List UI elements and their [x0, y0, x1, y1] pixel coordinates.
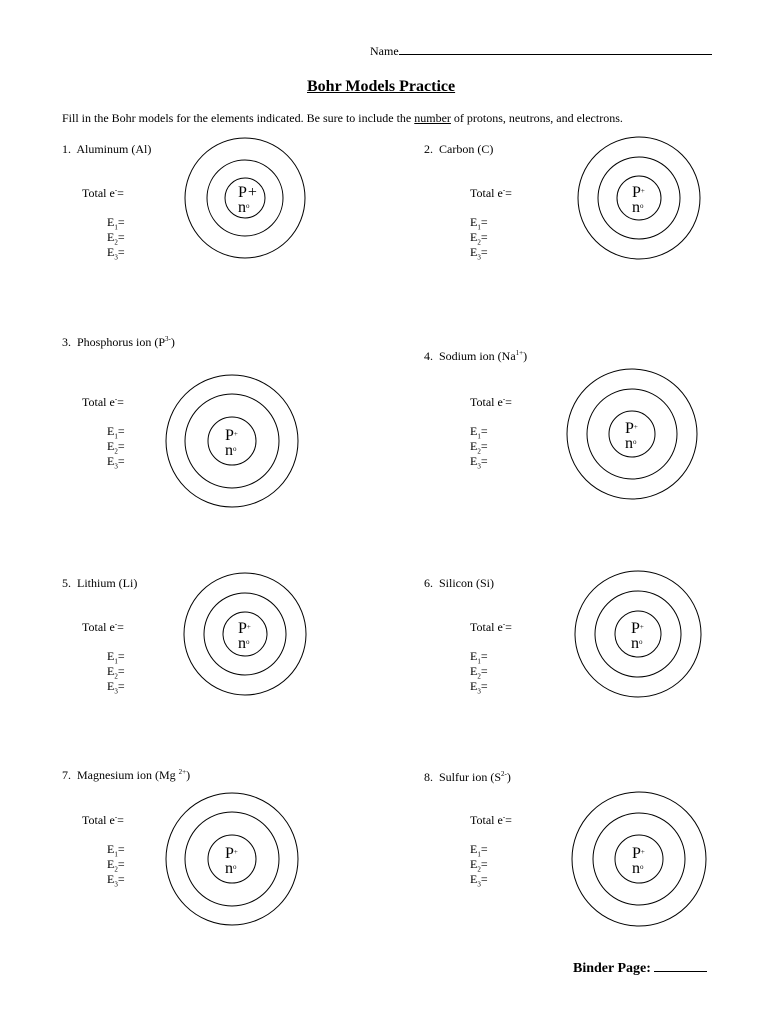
- equals: =: [117, 395, 124, 409]
- energy-level-3[interactable]: [107, 454, 125, 469]
- instructions-text-start: Fill in the Bohr models for the elements indicated. Be sure to include the: [62, 111, 415, 125]
- binder-page-field: [573, 961, 707, 977]
- equals: =: [480, 664, 488, 678]
- problem-title-1: [62, 142, 151, 157]
- energy-level-1[interactable]: [107, 215, 125, 230]
- energy-level-3[interactable]: [107, 872, 125, 887]
- energy-level-2[interactable]: [470, 439, 488, 454]
- energy-levels: [107, 842, 125, 887]
- proton-label: P+: [632, 184, 645, 201]
- energy-level-2[interactable]: [470, 230, 488, 245]
- problem-title-4: [424, 349, 527, 364]
- energy-index: 3: [477, 880, 481, 889]
- name-field: [370, 44, 712, 59]
- energy-levels: [107, 215, 125, 260]
- total-text: Total e: [82, 620, 115, 634]
- energy-index: 2: [477, 865, 481, 874]
- neutron-label: $n^o$: [225, 442, 237, 459]
- energy-letter: E: [470, 215, 478, 229]
- energy-index: 1: [477, 432, 481, 441]
- proton-label: P+: [225, 427, 238, 444]
- energy-index: 3: [477, 687, 481, 696]
- proton-label: P+: [631, 620, 644, 637]
- energy-level-2[interactable]: [107, 439, 125, 454]
- total-electrons-label: [82, 395, 124, 410]
- energy-index: 2: [477, 672, 481, 681]
- bohr-model-1: [183, 136, 307, 260]
- element-name: Silicon (Si): [439, 576, 495, 590]
- energy-level-2[interactable]: [470, 664, 488, 679]
- energy-letter: E: [470, 649, 478, 663]
- ion-charge: 2+: [178, 768, 187, 776]
- energy-index: 1: [114, 850, 118, 859]
- equals: =: [117, 664, 125, 678]
- bohr-model-2: [576, 135, 702, 261]
- proton-label: P+: [632, 845, 645, 862]
- energy-letter: E: [107, 679, 115, 693]
- equals: =: [117, 186, 124, 200]
- energy-index: 3: [114, 253, 118, 262]
- equals: =: [117, 230, 125, 244]
- neutron-label: $n^o$: [225, 860, 237, 877]
- energy-letter: E: [470, 230, 478, 244]
- total-text: Total e: [470, 186, 503, 200]
- equals: =: [480, 245, 488, 259]
- energy-letter: E: [470, 439, 478, 453]
- ion-charge: 2-: [501, 770, 507, 778]
- binder-page-label: Binder Page:: [573, 961, 655, 976]
- energy-letter: E: [107, 664, 115, 678]
- bohr-model-6: [573, 569, 703, 699]
- energy-letter: E: [107, 215, 115, 229]
- element-name-end: ): [186, 768, 191, 782]
- energy-letter: E: [470, 424, 478, 438]
- element-name-end: ): [523, 349, 528, 363]
- element-name: Sodium ion (Na: [439, 349, 516, 363]
- bohr-model-7: [164, 791, 300, 927]
- energy-levels: [107, 649, 125, 694]
- energy-index: 3: [477, 462, 481, 471]
- equals: =: [117, 842, 125, 856]
- energy-letter: E: [107, 649, 115, 663]
- total-text: Total e: [470, 395, 503, 409]
- equals: =: [117, 857, 125, 871]
- proton-label: P+: [238, 620, 251, 637]
- energy-levels: [470, 842, 488, 887]
- equals: =: [117, 439, 125, 453]
- energy-levels: [107, 424, 125, 469]
- neutron-label: $n^o$: [631, 635, 643, 652]
- energy-letter: E: [107, 872, 115, 886]
- electron-sign: -: [502, 813, 506, 821]
- binder-page-blank[interactable]: [654, 961, 707, 972]
- bohr-model-3: [164, 373, 300, 509]
- problem-title-8: [424, 770, 511, 785]
- name-blank[interactable]: [399, 44, 712, 55]
- equals: =: [117, 813, 124, 827]
- energy-levels: [470, 424, 488, 469]
- equals: =: [480, 424, 488, 438]
- ion-charge: 1+: [515, 349, 524, 357]
- element-name: Sulfur ion (S: [439, 770, 502, 784]
- energy-letter: E: [107, 245, 115, 259]
- total-electrons-label: [470, 620, 512, 635]
- equals: =: [117, 679, 125, 693]
- energy-letter: E: [107, 842, 115, 856]
- page-title: Bohr Models Practice: [307, 78, 456, 95]
- energy-letter: E: [107, 857, 115, 871]
- equals: =: [505, 186, 512, 200]
- equals: =: [480, 679, 488, 693]
- equals: =: [117, 215, 125, 229]
- energy-letter: E: [470, 664, 478, 678]
- total-electrons-label: [470, 186, 512, 201]
- energy-index: 2: [477, 447, 481, 456]
- equals: =: [117, 620, 124, 634]
- energy-letter: E: [107, 424, 115, 438]
- proton-label: P+: [238, 184, 257, 201]
- proton-label: P+: [625, 420, 638, 437]
- element-name-end: ): [170, 335, 175, 349]
- energy-level-1[interactable]: [107, 649, 125, 664]
- energy-level-1[interactable]: [470, 215, 488, 230]
- energy-index: 2: [477, 238, 481, 247]
- electron-sign: -: [502, 620, 506, 628]
- energy-level-2[interactable]: [470, 857, 488, 872]
- energy-index: 3: [114, 462, 118, 471]
- energy-index: 2: [114, 865, 118, 874]
- problem-number: 3.: [62, 335, 77, 349]
- energy-letter: E: [107, 454, 115, 468]
- energy-index: 1: [114, 432, 118, 441]
- problem-number: 5.: [62, 576, 77, 590]
- bohr-model-5: [182, 571, 308, 697]
- equals: =: [480, 230, 488, 244]
- energy-letter: E: [470, 857, 478, 871]
- instructions: [62, 111, 623, 126]
- energy-index: 3: [477, 253, 481, 262]
- total-text: Total e: [82, 186, 115, 200]
- problem-title-2: [424, 142, 493, 157]
- energy-index: 2: [114, 447, 118, 456]
- energy-level-2[interactable]: [107, 857, 125, 872]
- element-name-end: ): [506, 770, 511, 784]
- problem-title-6: [424, 576, 494, 591]
- energy-level-3[interactable]: [470, 679, 488, 694]
- energy-level-1[interactable]: [470, 424, 488, 439]
- energy-index: 3: [114, 687, 118, 696]
- energy-level-2[interactable]: [107, 230, 125, 245]
- energy-level-1[interactable]: [470, 649, 488, 664]
- energy-level-2[interactable]: [107, 664, 125, 679]
- energy-level-3[interactable]: [107, 245, 125, 260]
- neutron-label: $n^o$: [238, 635, 250, 652]
- total-electrons-label: [470, 395, 512, 410]
- equals: =: [480, 454, 488, 468]
- equals: =: [117, 424, 125, 438]
- equals: =: [480, 649, 488, 663]
- energy-level-3[interactable]: [107, 679, 125, 694]
- instructions-text-end: of protons, neutrons, and electrons.: [450, 111, 623, 125]
- equals: =: [480, 857, 488, 871]
- energy-index: 3: [114, 880, 118, 889]
- element-name: Lithium (Li): [77, 576, 138, 590]
- total-electrons-label: [470, 813, 512, 828]
- energy-level-1[interactable]: [470, 842, 488, 857]
- energy-index: 2: [114, 238, 118, 247]
- neutron-label: $n^o$: [625, 435, 637, 452]
- equals: =: [480, 215, 488, 229]
- equals: =: [505, 395, 512, 409]
- problem-title-7: [62, 768, 190, 783]
- electron-sign: -: [502, 186, 506, 194]
- element-name: Phosphorus ion (P: [77, 335, 166, 349]
- problem-title-3: [62, 335, 175, 350]
- problem-number: 2.: [424, 142, 439, 156]
- ion-charge: 3-: [165, 335, 171, 343]
- problem-number: 7.: [62, 768, 77, 782]
- total-electrons-label: [82, 186, 124, 201]
- bohr-model-8: [570, 790, 708, 928]
- equals: =: [480, 872, 488, 886]
- bohr-model-4: [565, 367, 699, 501]
- energy-level-1[interactable]: [107, 842, 125, 857]
- electron-sign: -: [502, 395, 506, 403]
- electron-sign: -: [114, 620, 118, 628]
- energy-letter: E: [470, 245, 478, 259]
- total-text: Total e: [82, 813, 115, 827]
- energy-index: 2: [114, 672, 118, 681]
- problem-number: 8.: [424, 770, 439, 784]
- energy-letter: E: [470, 872, 478, 886]
- neutron-label: $n^o$: [632, 199, 644, 216]
- equals: =: [505, 813, 512, 827]
- problem-title-5: [62, 576, 137, 591]
- energy-letter: E: [107, 439, 115, 453]
- neutron-label: $n^o$: [238, 199, 250, 216]
- name-label: Name: [370, 44, 399, 58]
- energy-index: 1: [477, 657, 481, 666]
- equals: =: [117, 872, 125, 886]
- problem-number: 4.: [424, 349, 439, 363]
- total-text: Total e: [470, 620, 503, 634]
- total-text: Total e: [470, 813, 503, 827]
- element-name: Aluminum (Al): [76, 142, 152, 156]
- electron-sign: -: [114, 395, 118, 403]
- energy-levels: [470, 649, 488, 694]
- energy-index: 1: [477, 850, 481, 859]
- electron-sign: -: [114, 813, 118, 821]
- proton-label: P+: [225, 845, 238, 862]
- energy-level-3[interactable]: [470, 872, 488, 887]
- element-name: Carbon (C): [439, 142, 494, 156]
- problem-number: 1.: [62, 142, 77, 156]
- neutron-label: $n^o$: [632, 860, 644, 877]
- energy-letter: E: [470, 842, 478, 856]
- problem-number: 6.: [424, 576, 439, 590]
- total-electrons-label: [82, 813, 124, 828]
- total-electrons-label: [82, 620, 124, 635]
- energy-letter: E: [107, 230, 115, 244]
- energy-levels: [470, 215, 488, 260]
- equals: =: [480, 439, 488, 453]
- energy-level-3[interactable]: [470, 454, 488, 469]
- equals: =: [117, 245, 125, 259]
- energy-letter: E: [470, 679, 478, 693]
- equals: =: [117, 454, 125, 468]
- equals: =: [117, 649, 125, 663]
- instructions-underlined-word: number: [414, 111, 451, 125]
- energy-index: 1: [114, 223, 118, 232]
- equals: =: [505, 620, 512, 634]
- energy-index: 1: [114, 657, 118, 666]
- energy-level-1[interactable]: [107, 424, 125, 439]
- equals: =: [480, 842, 488, 856]
- energy-letter: E: [470, 454, 478, 468]
- energy-level-3[interactable]: [470, 245, 488, 260]
- electron-sign: -: [114, 186, 118, 194]
- energy-index: 1: [477, 223, 481, 232]
- total-text: Total e: [82, 395, 115, 409]
- element-name: Magnesium ion (Mg: [77, 768, 179, 782]
